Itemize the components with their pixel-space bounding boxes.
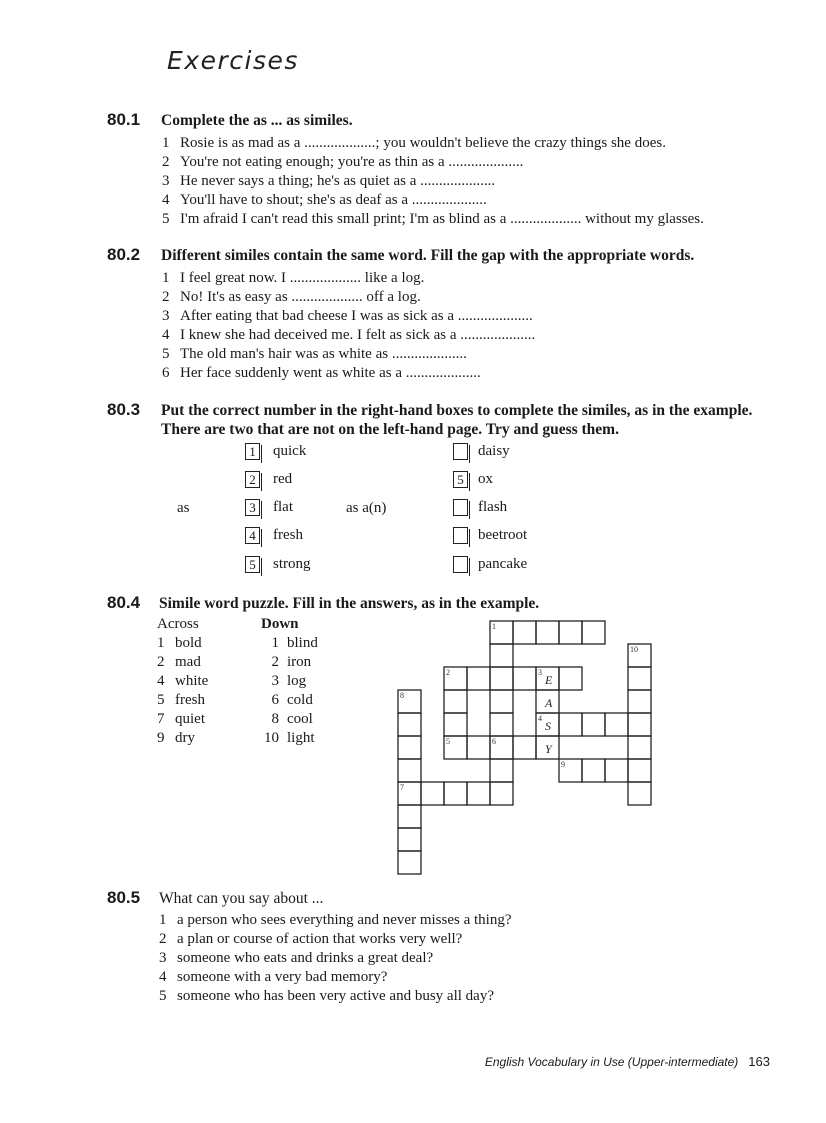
down-title: Down xyxy=(261,616,299,632)
crossword-number: 3 xyxy=(538,668,542,677)
crossword-cell[interactable] xyxy=(398,713,421,736)
crossword-cell[interactable] xyxy=(628,667,651,690)
crossword-cell[interactable] xyxy=(398,828,421,851)
list-item: 4 someone with a very bad memory? xyxy=(159,969,388,985)
crossword-cell[interactable] xyxy=(513,736,536,759)
crossword-letter: Y xyxy=(545,742,552,756)
as-label: as xyxy=(177,500,190,516)
list-item: 2 No! It's as easy as ................... off a log. xyxy=(162,289,421,305)
answer-box[interactable] xyxy=(453,443,468,460)
crossword-cell[interactable] xyxy=(467,667,490,690)
simile-word: flash xyxy=(478,499,508,515)
crossword-cell[interactable] xyxy=(582,759,605,782)
list-item: 6 Her face suddenly went as white as a .................... xyxy=(162,365,481,381)
clue: 2 mad xyxy=(157,654,201,670)
simile-word: fresh xyxy=(273,527,303,543)
crossword-cell[interactable] xyxy=(490,713,513,736)
answer-box[interactable]: 1 xyxy=(245,443,260,460)
simile-word: daisy xyxy=(478,443,510,459)
crossword-cell[interactable] xyxy=(490,667,513,690)
crossword-cell[interactable] xyxy=(398,851,421,874)
list-item: 1 a person who sees everything and never misses a thing? xyxy=(159,912,512,928)
exercise-number: 80.2 xyxy=(107,245,141,264)
clue: 10 light xyxy=(264,730,315,746)
answer-box[interactable]: 2 xyxy=(245,471,260,488)
crossword-number: 2 xyxy=(446,668,450,677)
crossword-cell[interactable] xyxy=(628,736,651,759)
exercise-number: 80.5 xyxy=(107,888,141,907)
list-item: 5 I'm afraid I can't read this small print; I'm as blind as a ................... without my glasses. xyxy=(162,211,704,227)
across-title: Across xyxy=(157,616,199,632)
crossword-cell[interactable] xyxy=(513,621,536,644)
crossword-cell[interactable] xyxy=(490,644,513,667)
crossword-number: 1 xyxy=(492,622,496,631)
list-item: 1 I feel great now. I ................... like a log. xyxy=(162,270,425,286)
exercise-heading: Different similes contain the same word. Fill the gap with the appropriate words. xyxy=(161,247,695,264)
crossword-cell[interactable] xyxy=(398,805,421,828)
across-clues xyxy=(157,616,208,749)
simile-word: beetroot xyxy=(478,527,528,543)
clue: 4 white xyxy=(157,673,209,689)
crossword-cell[interactable] xyxy=(605,713,628,736)
exercise-number: 80.1 xyxy=(107,110,141,129)
exercise-heading: What can you say about ... xyxy=(159,890,324,907)
answer-box[interactable] xyxy=(453,556,468,573)
answer-box[interactable] xyxy=(453,527,468,544)
answer-box[interactable] xyxy=(453,499,468,516)
crossword-cell[interactable] xyxy=(490,759,513,782)
answer-box[interactable]: 4 xyxy=(245,527,260,544)
clue: 6 cold xyxy=(271,692,313,708)
exercise-number: 80.4 xyxy=(107,593,141,612)
list-item: 1 Rosie is as mad as a ...................; you wouldn't believe the crazy things she does. xyxy=(162,135,666,151)
crossword-cell[interactable] xyxy=(559,621,582,644)
exercise-heading: Put the correct number in the right-hand boxes to complete the similes, as in the example. xyxy=(161,402,753,419)
clue: 2 iron xyxy=(271,654,312,670)
simile-word: quick xyxy=(273,443,307,459)
list-item: 5 someone who has been very active and busy all day? xyxy=(159,988,494,1004)
crossword-cell[interactable] xyxy=(444,782,467,805)
answer-box[interactable]: 5 xyxy=(453,471,468,488)
simile-word: ox xyxy=(478,471,493,487)
crossword-cell[interactable] xyxy=(421,782,444,805)
simile-word: pancake xyxy=(478,556,528,572)
crossword-cell[interactable] xyxy=(444,690,467,713)
book-title: English Vocabulary in Use (Upper-intermediate) xyxy=(484,1055,739,1069)
crossword-letter: A xyxy=(545,696,553,710)
exercise-items xyxy=(162,135,704,230)
crossword-number: 7 xyxy=(400,783,404,792)
crossword-cell[interactable] xyxy=(490,782,513,805)
crossword-cell[interactable] xyxy=(628,782,651,805)
exercise-heading: Simile word puzzle. Fill in the answers, as in the example. xyxy=(159,595,540,612)
crossword-cell[interactable] xyxy=(559,667,582,690)
page-footer xyxy=(485,1054,770,1069)
crossword-cell[interactable] xyxy=(444,713,467,736)
crossword-cell[interactable] xyxy=(628,690,651,713)
clue: 7 quiet xyxy=(157,711,205,727)
simile-word: flat xyxy=(273,499,293,515)
list-item: 4 You'll have to shout; she's as deaf as a .................... xyxy=(162,192,487,208)
crossword-letter: E xyxy=(545,673,553,687)
list-item: 4 I knew she had deceived me. I felt as sick as a .................... xyxy=(162,327,536,343)
clue: 8 cool xyxy=(271,711,313,727)
crossword-cell[interactable] xyxy=(398,736,421,759)
as-a-label: as a(n) xyxy=(346,500,387,516)
answer-box[interactable]: 3 xyxy=(245,499,260,516)
exercise-heading: Complete the as ... as similes. xyxy=(161,112,353,129)
answer-box[interactable]: 5 xyxy=(245,556,260,573)
crossword-cell[interactable] xyxy=(536,621,559,644)
clue: 9 dry xyxy=(157,730,195,746)
crossword-cell[interactable] xyxy=(559,713,582,736)
exercise-heading-2: There are two that are not on the left-hand page. Try and guess them. xyxy=(161,421,619,438)
crossword-number: 10 xyxy=(630,645,638,654)
exercise-number: 80.3 xyxy=(107,400,141,419)
page-title: Exercises xyxy=(167,46,299,75)
crossword-cell[interactable] xyxy=(490,690,513,713)
crossword-grid xyxy=(390,615,660,877)
crossword-number: 4 xyxy=(538,714,542,723)
crossword-number: 5 xyxy=(446,737,450,746)
list-item: 2 a plan or course of action that works very well? xyxy=(159,931,463,947)
exercise-items xyxy=(162,270,535,384)
crossword-cell[interactable] xyxy=(582,713,605,736)
crossword-letter: S xyxy=(545,719,551,733)
list-item: 3 After eating that bad cheese I was as sick as a .................... xyxy=(162,308,533,324)
clue: 5 fresh xyxy=(157,692,205,708)
down-clues xyxy=(261,616,318,749)
list-item: 3 He never says a thing; he's as quiet as a .................... xyxy=(162,173,496,189)
clue: 1 bold xyxy=(157,635,202,651)
crossword-number: 8 xyxy=(400,691,404,700)
crossword-cell[interactable] xyxy=(582,621,605,644)
list-item: 2 You're not eating enough; you're as thin as a .................... xyxy=(162,154,524,170)
clue: 1 blind xyxy=(271,635,318,651)
simile-word: strong xyxy=(273,556,311,572)
crossword-number: 6 xyxy=(492,737,496,746)
crossword-cell[interactable] xyxy=(513,667,536,690)
crossword-number: 9 xyxy=(561,760,565,769)
crossword-cell[interactable] xyxy=(628,713,651,736)
crossword-cell[interactable] xyxy=(398,759,421,782)
exercise-items xyxy=(159,912,512,1007)
list-item: 3 someone who eats and drinks a great deal? xyxy=(159,950,434,966)
crossword-cell[interactable] xyxy=(605,759,628,782)
clue: 3 log xyxy=(271,673,307,689)
crossword-cell[interactable] xyxy=(467,782,490,805)
crossword-cell[interactable] xyxy=(628,759,651,782)
simile-word: red xyxy=(273,471,293,487)
page-number: 163 xyxy=(748,1054,770,1069)
list-item: 5 The old man's hair was as white as .................... xyxy=(162,346,467,362)
crossword-cell[interactable] xyxy=(467,736,490,759)
